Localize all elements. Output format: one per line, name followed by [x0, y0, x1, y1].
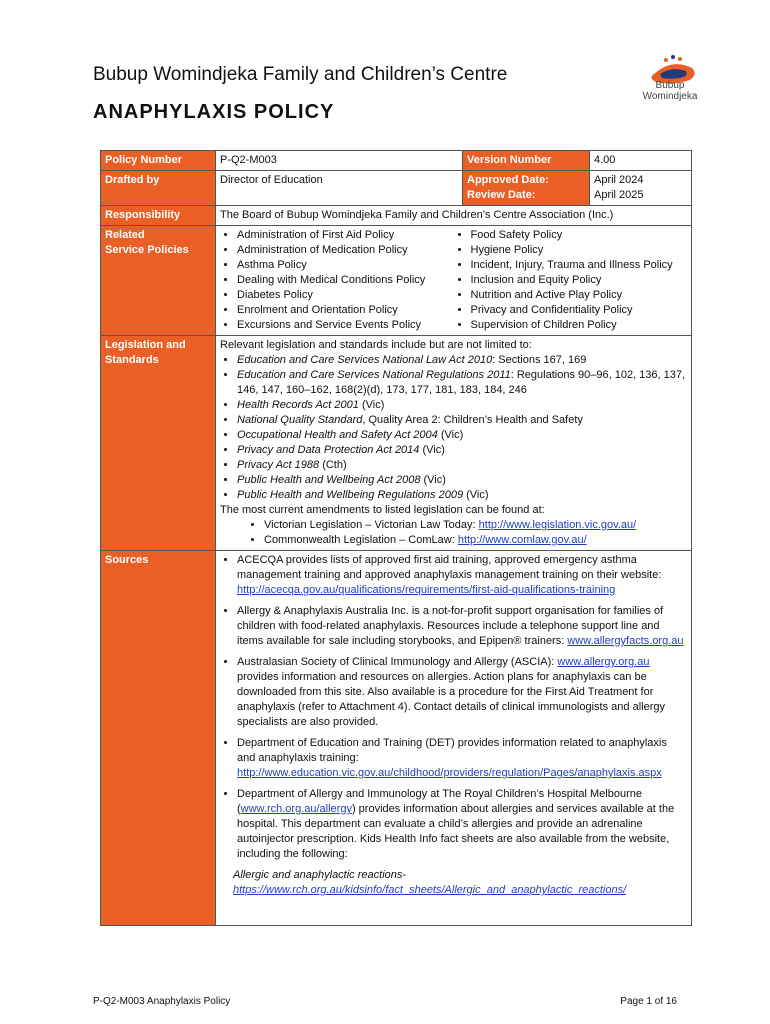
source-text: Allergy & Anaphylaxis Australia Inc. is a not-for-profit support organisation for families of children with food-related anaphylaxis. Resources include a telephone support line and items available for sale including storybooks, and Epipen® trainers:: [237, 605, 664, 647]
related-label-line-1: Related: [105, 229, 145, 241]
policy-details-table: [100, 150, 692, 926]
related-policy-item: • Supervision of Children Policy: [471, 318, 688, 333]
legislation-detail: (Cth): [319, 459, 347, 471]
approved-date-value: April 2024: [594, 174, 644, 186]
legislation-title: National Quality Standard: [237, 414, 363, 426]
legislation-detail: (Vic): [463, 489, 489, 501]
legislation-detail: (Vic): [419, 444, 445, 456]
related-policy-item: • Inclusion and Equity Policy: [471, 273, 688, 288]
drafted-by-label: Drafted by: [101, 171, 216, 206]
responsibility-label: Responsibility: [101, 206, 216, 226]
reference-link[interactable]: https://www.rch.org.au/kidsinfo/fact_sheets/Allergic_and_anaphylactic_reactions/: [233, 884, 627, 896]
source-link[interactable]: www.allergyfacts.org.au: [567, 635, 684, 647]
source-text-after: ) provides information about allergies and services available at the hospital. This department can evaluate a child’s allergies and provide an adrenaline autoinjector prescription. Kids Health Info fact sheets are also available from the website, including the following:: [237, 803, 675, 860]
legislation-title: Education and Care Services National Law Act 2010: [237, 354, 493, 366]
amendment-link[interactable]: http://www.legislation.vic.gov.au/: [478, 519, 637, 531]
related-label-line-2: Service Policies: [105, 244, 189, 256]
source-link[interactable]: http://www.education.vic.gov.au/childhood/providers/regulation/Pages/anaphylaxis.aspx: [237, 767, 662, 779]
policy-number-label: Policy Number: [101, 151, 216, 171]
legislation-title: Health Records Act 2001: [237, 399, 359, 411]
source-link[interactable]: www.rch.org.au/allergy: [240, 803, 352, 815]
sources-label: Sources: [101, 551, 216, 926]
logo-wordmark: [632, 80, 708, 102]
amendment-link[interactable]: http://www.comlaw.gov.au/: [457, 534, 587, 546]
source-link[interactable]: www.allergy.org.au: [557, 656, 650, 668]
related-policy-item: • Asthma Policy: [237, 258, 454, 273]
amendments-list: [220, 518, 687, 548]
sources-list: [220, 553, 687, 862]
legislation-item: [237, 458, 687, 473]
dates-values: [590, 171, 692, 206]
source-text: Department of Education and Training (DET) provides information related to anaphylaxis and anaphylaxis training:: [237, 737, 667, 764]
related-policy-item: • Enrolment and Orientation Policy: [237, 303, 454, 318]
drafted-by-value: Director of Education: [216, 171, 463, 206]
source-text: Australasian Society of Clinical Immunology and Allergy (ASCIA):: [237, 656, 558, 668]
legislation-detail: : Sections 167, 169: [492, 354, 587, 366]
source-item: [237, 655, 687, 730]
approved-date-label: Approved Date:: [467, 174, 549, 186]
source-text-after: provides information and resources on allergies. Action plans for anaphylaxis can be downloaded from this site. Also available is a procedure for the First Aid Treatment for anaphylaxis (refer to Attachment 4). Contact details of clinical immunologists and allergy specialists are also provided.: [237, 671, 665, 728]
legislation-label-line-2: Standards: [105, 354, 159, 366]
legislation-item: [237, 368, 687, 398]
legislation-item: [237, 488, 687, 503]
legislation-title: Public Health and Wellbeing Act 2008: [237, 474, 421, 486]
source-item: [237, 553, 687, 598]
organisation-title: Bubup Womindjeka Family and Children’s Centre: [93, 64, 508, 85]
legislation-item: [237, 413, 687, 428]
legislation-list: [220, 353, 687, 503]
version-number-label: Version Number: [463, 151, 590, 171]
amendment-text: Commonwealth Legislation – ComLaw:: [264, 534, 458, 546]
legislation-item: [237, 428, 687, 443]
related-policy-item: • Food Safety Policy: [471, 228, 688, 243]
legislation-title: Occupational Health and Safety Act 2004: [237, 429, 438, 441]
legislation-item: [237, 443, 687, 458]
amendment-item: [264, 518, 687, 533]
legislation-item: [237, 353, 687, 368]
legislation-label: [101, 336, 216, 551]
version-number-value: 4.00: [590, 151, 692, 171]
source-item: [237, 787, 687, 862]
legislation-cell: [216, 336, 692, 551]
legislation-detail: (Vic): [437, 429, 464, 441]
related-policies-list-right: [454, 228, 688, 333]
legislation-intro: Relevant legislation and standards include but are not limited to:: [220, 339, 532, 351]
source-link[interactable]: http://acecqa.gov.au/qualifications/requirements/first-aid-qualifications-training: [237, 584, 616, 596]
logo-line-2: Womindjeka: [642, 91, 698, 102]
related-policy-item: • Privacy and Confidentiality Policy: [471, 303, 688, 318]
related-policy-item: • Hygiene Policy: [471, 243, 688, 258]
amendment-item: [264, 533, 687, 548]
amendments-intro: The most current amendments to listed legislation can be found at:: [220, 504, 545, 516]
review-date-value: April 2025: [594, 189, 644, 201]
legislation-detail: : Regulations 90–96, 102, 136, 137, 146, 147, 160–162, 168(2)(d), 173, 177, 181, 183, 184, 246: [237, 369, 686, 396]
legislation-detail: , Quality Area 2: Children’s Health and Safety: [362, 414, 583, 426]
reference-heading: Allergic and anaphylactic reactions-: [233, 869, 407, 881]
related-policy-item: • Administration of Medication Policy: [237, 243, 454, 258]
related-policy-item: • Excursions and Service Events Policy: [237, 318, 454, 333]
legislation-title: Privacy Act 1988: [237, 459, 320, 471]
sources-cell: [216, 551, 692, 926]
source-text: ACECQA provides lists of approved first aid training, approved emergency asthma management training and approved anaphylaxis management training on their website:: [237, 554, 662, 581]
related-policy-item: • Diabetes Policy: [237, 288, 454, 303]
legislation-title: Public Health and Wellbeing Regulations 2009: [237, 489, 464, 501]
source-item: [237, 736, 687, 781]
legislation-label-line-1: Legislation and: [105, 339, 186, 351]
source-item: [237, 604, 687, 649]
related-policy-item: • Dealing with Medical Conditions Policy: [237, 273, 454, 288]
amendment-text: Victorian Legislation – Victorian Law Today:: [264, 519, 479, 531]
related-policies-cell: [216, 226, 692, 336]
policy-number-value: P-Q2-M003: [216, 151, 463, 171]
legislation-title: Privacy and Data Protection Act 2014: [237, 444, 420, 456]
dates-labels: [463, 171, 590, 206]
related-policies-list-left: [220, 228, 454, 333]
legislation-title: Education and Care Services National Regulations 2011: [237, 369, 511, 381]
responsibility-value: The Board of Bubup Womindjeka Family and Children’s Centre Association (Inc.): [216, 206, 692, 226]
legislation-item: [237, 473, 687, 488]
related-policy-item: • Nutrition and Active Play Policy: [471, 288, 688, 303]
source-text: Department of Allergy and Immunology at The Royal Children’s Hospital Melbourne (: [237, 788, 642, 815]
legislation-item: [237, 398, 687, 413]
review-date-label: Review Date:: [467, 189, 536, 201]
footer-page-number: Page 1 of 16: [620, 996, 677, 1007]
footer-document-id: P-Q2-M003 Anaphylaxis Policy: [93, 996, 231, 1007]
legislation-detail: (Vic): [420, 474, 446, 486]
related-policy-item: • Incident, Injury, Trauma and Illness Policy: [471, 258, 688, 273]
related-policies-label: [101, 226, 216, 336]
document-title: ANAPHYLAXIS POLICY: [93, 101, 335, 123]
related-policy-item: • Administration of First Aid Policy: [237, 228, 454, 243]
legislation-detail: (Vic): [358, 399, 385, 411]
logo-line-1: Bubup: [655, 80, 685, 91]
